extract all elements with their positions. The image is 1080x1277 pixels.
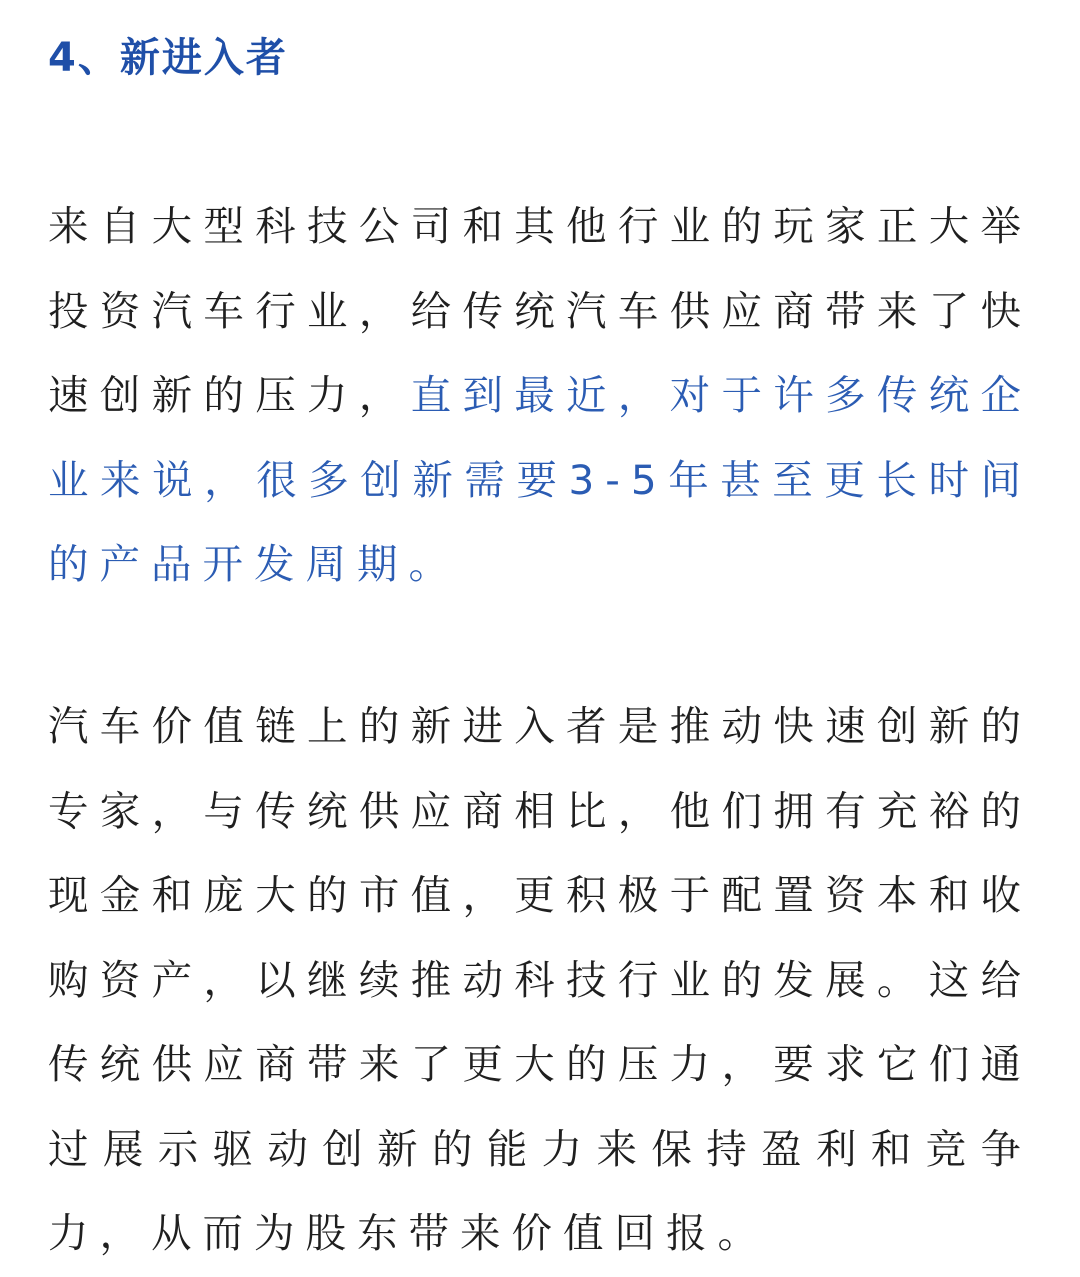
paragraph-value-chain: 汽车价值链上的新进入者是推动快速创新的专家，与传统供应商相比，他们拥有充裕的现金和庞大的市值，更积极于配置资本和收购资产，以继续推动科技行业的发展。这给传统供应商带来了更大的压力，要求它们通过展示驱动创新的能力来保持盈利和竞争力，从而为股东带来价值回报。 [48, 702, 1032, 1257]
paragraph-text: 来自大型科技公司和其他行业的玩家正大举投资汽车行业，给传统汽车供应商带来了快速创新的压力， [48, 202, 1032, 419]
section-heading: 4、新进入者 [48, 35, 288, 81]
highlighted-text: 直到最近，对于许多传统企业来说，很多创新需要3-5年甚至更长时间的产品开发周期。 [48, 371, 1033, 588]
paragraph-new-entrants-pressure [48, 184, 1032, 607]
